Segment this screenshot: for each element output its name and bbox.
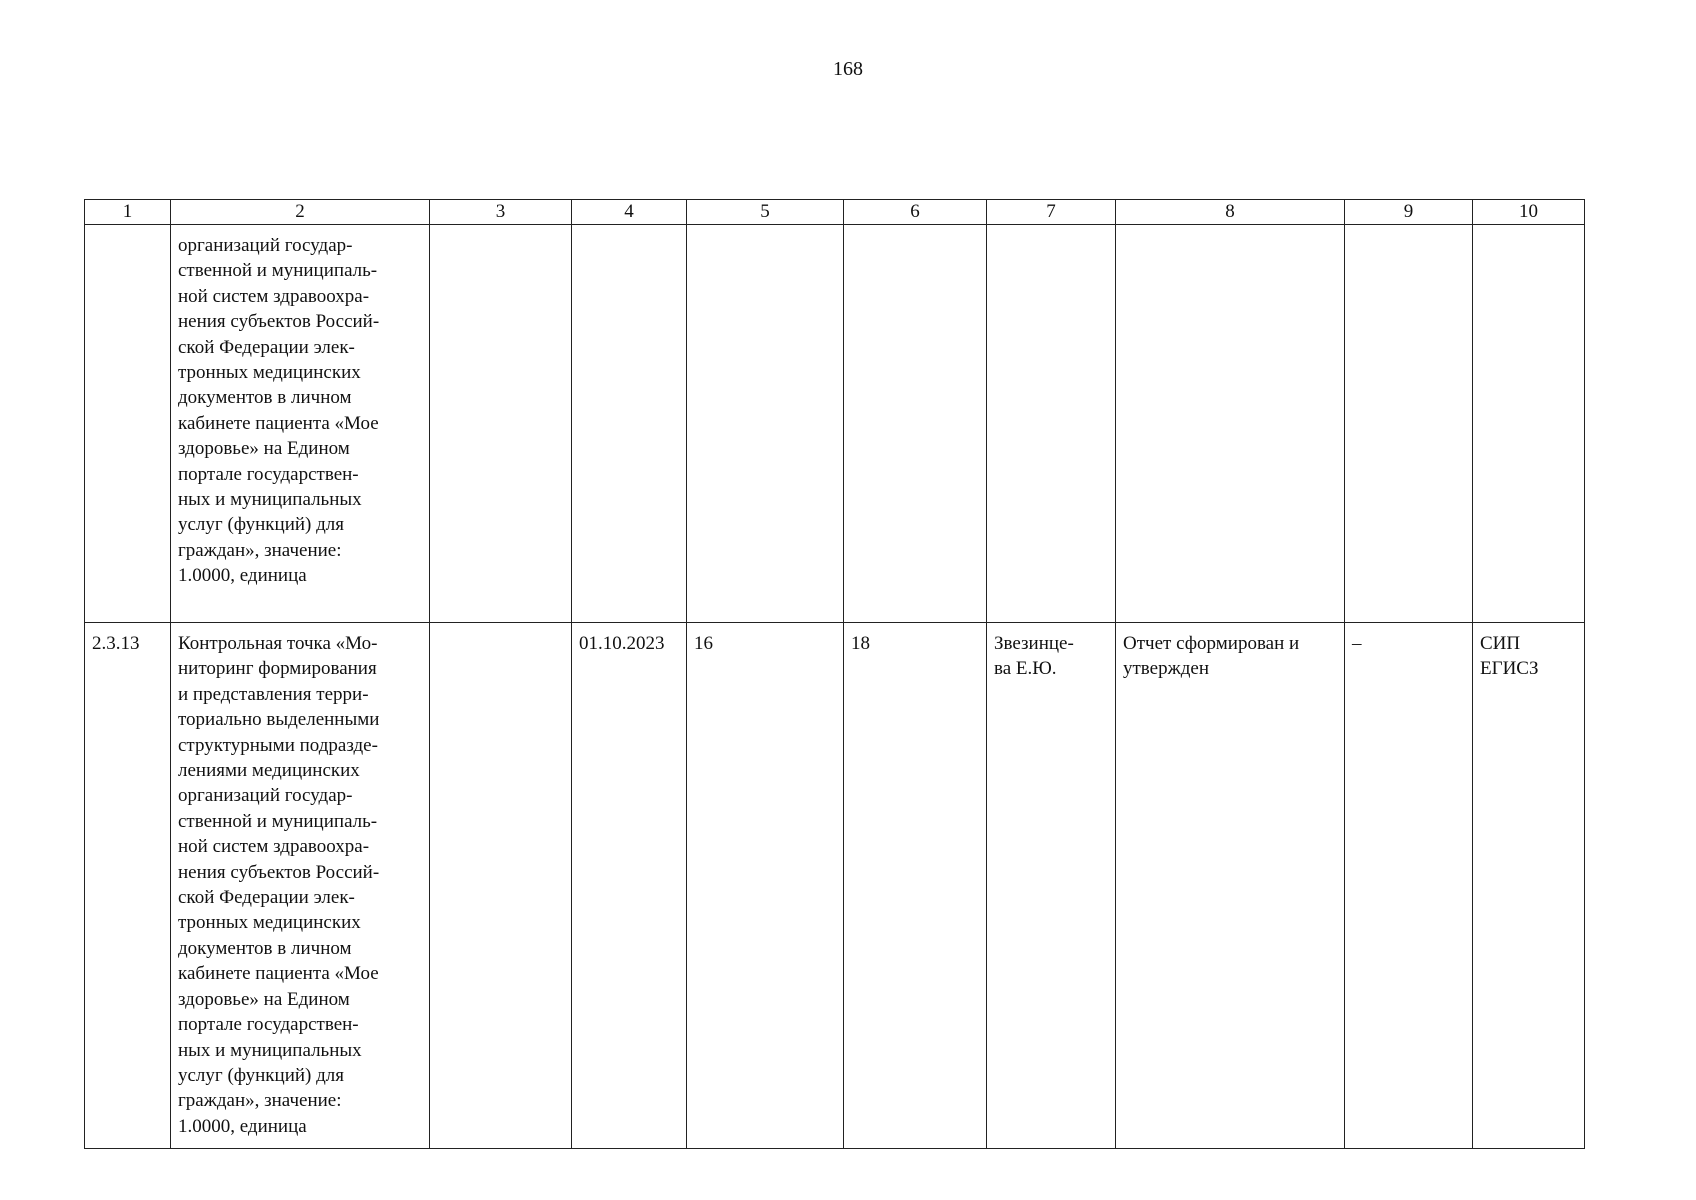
column-header: 10: [1473, 200, 1585, 225]
item-description: Контрольная точка «Мо- ниторинг формирования и представления терри- ториально выделенными структурными подразде- лениями медицинских организаций государ- ственной и муниципаль- ной систем здравоохра- нения субъектов Россий- ской Федерации элек- тронных медицинских документов в личном кабинете пациента «Мое здоровье» на Едином портале государствен- ных и муниципальных услуг (функций) для граждан», значение: 1.0000, единица: [178, 633, 380, 1137]
column-header: 8: [1116, 200, 1345, 225]
column-header: 7: [987, 200, 1116, 225]
table-cell: [844, 225, 987, 623]
table-cell: [572, 225, 687, 623]
table-cell: [1116, 225, 1345, 623]
table-cell: [572, 623, 687, 1149]
table-cell: [687, 623, 844, 1149]
table-cell: [171, 623, 430, 1149]
page-number: 168: [833, 58, 863, 80]
table-row: [85, 623, 1585, 1149]
item-result: Отчет сформирован и утвержден: [1123, 633, 1300, 680]
table-cell: [1473, 623, 1585, 1149]
document-table: [84, 199, 1585, 1149]
column-header: 1: [85, 200, 171, 225]
table-cell: [430, 623, 572, 1149]
item-value-6: 18: [851, 633, 870, 654]
table-header-row: [85, 200, 1585, 225]
column-header: 5: [687, 200, 844, 225]
table-cell: [1473, 225, 1585, 623]
column-header: 4: [572, 200, 687, 225]
item-dash: –: [1352, 633, 1362, 654]
column-header: 9: [1345, 200, 1473, 225]
table-cell: [687, 225, 844, 623]
table-cell: [171, 225, 430, 623]
table-cell: [987, 225, 1116, 623]
table-cell: [1345, 225, 1473, 623]
column-header: 3: [430, 200, 572, 225]
table-cell: [844, 623, 987, 1149]
table-cell: [1116, 623, 1345, 1149]
item-value-5: 16: [694, 633, 713, 654]
table-cell: [1345, 623, 1473, 1149]
table-cell: [987, 623, 1116, 1149]
item-date: 01.10.2023: [579, 633, 665, 654]
cell-text: организаций государ- ственной и муниципаль- ной систем здравоохра- нения субъектов Россий- ской Федерации элек- тронных медицинских документов в личном кабинете пациента «Мое здоровье» на Едином портале государствен- ных и муниципальных услуг (функций) для граждан», значение: 1.0000, единица: [178, 235, 380, 587]
item-system: СИП ЕГИСЗ: [1480, 633, 1539, 680]
item-number: 2.3.13: [92, 633, 140, 654]
item-responsible: Звезинце- ва Е.Ю.: [994, 633, 1074, 680]
table-cell: [430, 225, 572, 623]
column-header: 6: [844, 200, 987, 225]
table-cell: [85, 225, 171, 623]
table-row: [85, 225, 1585, 623]
table-cell: [85, 623, 171, 1149]
column-header: 2: [171, 200, 430, 225]
